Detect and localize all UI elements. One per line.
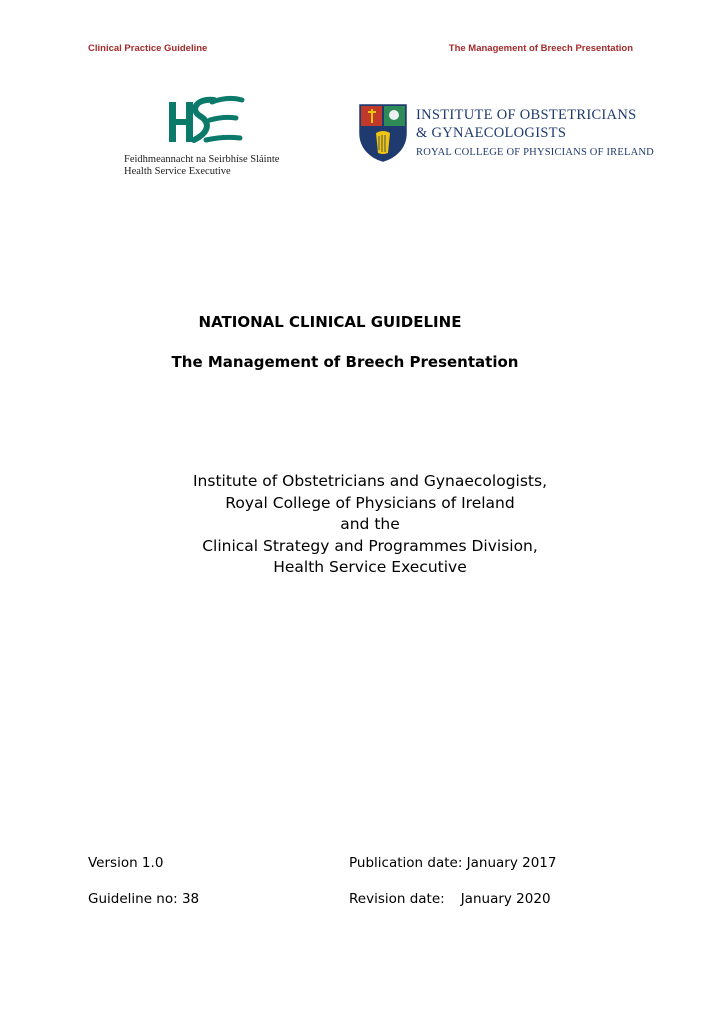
iog-logo-subtitle: ROYAL COLLEGE OF PHYSICIANS OF IRELAND: [416, 147, 654, 158]
organisation-line: Clinical Strategy and Programmes Division,: [202, 536, 538, 555]
iog-title-line1: INSTITUTE OF OBSTETRICIANS: [416, 107, 637, 123]
organisation-line: Health Service Executive: [273, 558, 467, 576]
running-header: [88, 43, 633, 57]
publication-date-text: Publication date: January 2017: [349, 855, 557, 871]
organisation-line: and the: [340, 515, 400, 533]
header-left-text: Clinical Practice Guideline: [88, 43, 208, 54]
iog-title-line2: & GYNAECOLOGISTS: [416, 125, 567, 141]
iog-logo: [358, 103, 654, 165]
organisation-line: Institute of Obstetricians and Gynaecologists,: [192, 472, 548, 490]
guideline-number-text: Guideline no: 38: [88, 891, 200, 907]
revision-date-label: Revision date:: [349, 891, 445, 907]
organisations-block: [150, 471, 590, 579]
hse-logo-line-english: Health Service Executive: [124, 166, 231, 177]
hse-logo: [124, 92, 294, 184]
page-subtitle: The Management of Breech Presentation: [171, 353, 519, 371]
header-right-text: The Management of Breech Presentation: [448, 43, 633, 54]
version-text: Version 1.0: [88, 855, 164, 871]
revision-date: [349, 891, 551, 907]
crest-icon: [358, 103, 408, 163]
page-title: NATIONAL CLINICAL GUIDELINE: [198, 313, 462, 331]
hse-logo-text: [124, 154, 294, 178]
iog-logo-title: [416, 106, 636, 142]
revision-date-value: January 2020: [460, 891, 551, 907]
hse-logo-mark-icon: [166, 92, 246, 148]
hse-logo-line-irish: Feidhmeannacht na Seirbhíse Sláinte: [124, 154, 280, 165]
organisation-line: Royal College of Physicians of Ireland: [225, 493, 515, 512]
